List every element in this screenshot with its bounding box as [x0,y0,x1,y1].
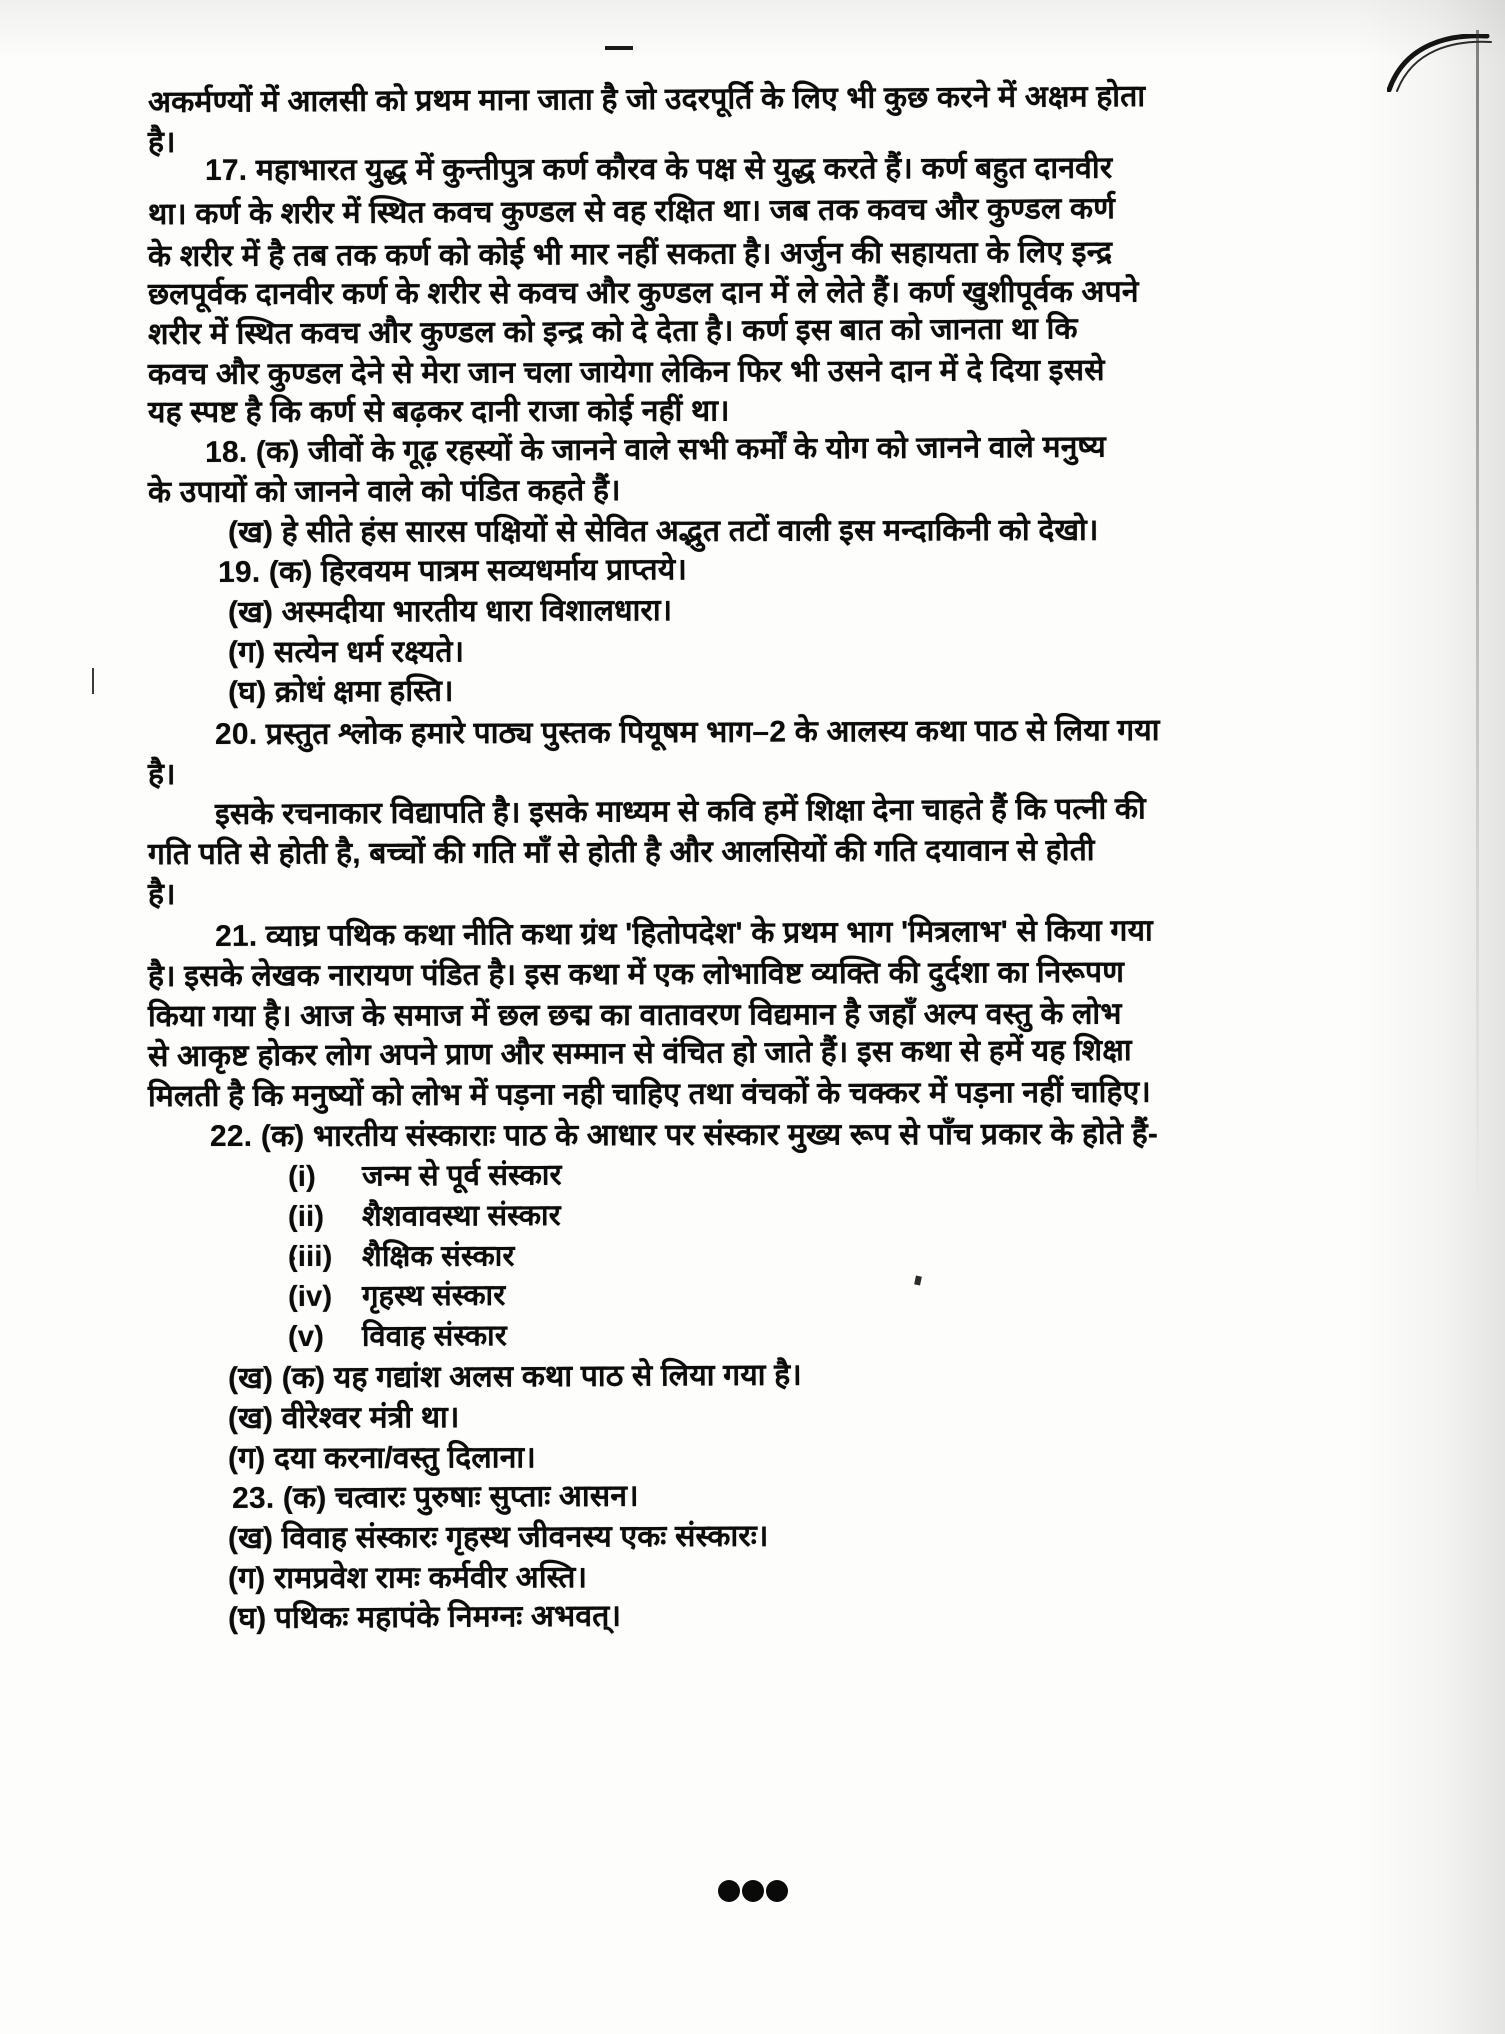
line-text: है। [147,877,176,911]
text-line [148,950,1124,995]
list-marker: (iv) [287,1280,333,1313]
list-item-text: विवाह संस्कार [361,1320,507,1353]
line-text: यह स्पष्ट है कि कर्ण से बढ़कर दानी राजा कोई नहीं था। [147,394,730,429]
list-item-text: जन्म से पूर्व संस्कार [361,1159,562,1193]
line-text: (घ) पथिकः महापंके निमग्नः अभवत्। [227,1599,622,1635]
line-text: कवच और कुण्डल देने से मेरा जान चला जायेगा लेकिन फिर भी उसने दान में दे दिया इससे [147,353,1105,391]
line-text: छलपूर्वक दानवीर कर्ण के शरीर से कवच और कुण्डल दान में ले लेते हैं। कर्ण खुशीपूर्वक अपने [147,275,1139,311]
list-marker: (i) [287,1160,317,1193]
text-line [148,872,176,913]
line-text: किया गया है। आज के समाज में छल छद्म का वातावरण विद्यमान है जहाँ अल्प वस्तु के लोभ [147,997,1122,1033]
line-text: था। कर्ण के शरीर में स्थित कवच कुण्डल से वह रक्षित था। जब तक कवच और कुण्डल कर्ण [147,192,1116,231]
list-item [288,1315,507,1355]
text-line [148,752,176,793]
line-text: (क) हिरवयम पात्रम सव्यधर्माय प्राप्तये। [268,553,688,589]
line-text: है। इसके लेखक नारायण पंडित है। इस कथा में एक लोभाविष्ट व्यक्ति की दुर्दशा का निरूपण [147,955,1125,993]
list-item-text: शैक्षिक संस्कार [361,1240,515,1273]
list-item-text: शैशवावस्था संस्कार [361,1199,561,1233]
text-line [148,306,1078,353]
list-item [288,1235,515,1275]
line-text: प्रस्तुत श्लोक हमारे पाठ्य पुस्तक पियूषम भाग–2 के आलस्य कथा पाठ से लिया गया [265,713,1160,751]
text-line [148,74,1145,121]
text-line [228,669,454,711]
text-line [228,508,1099,551]
list-item [288,1275,506,1315]
line-text: (ख) हे सीते हंस सारस पक्षियों से सेवित अद्भुत तटों वाली इस मन्दाकिनी को देखो। [227,513,1099,549]
line-text: महाभारत युद्ध में कुन्तीपुत्र कर्ण कौरव के पक्ष से युद्ध करते हैं। कर्ण बहुत दानवीर [255,151,1113,187]
text-line [218,547,687,591]
text-line [148,388,730,431]
line-text: (क) चत्वारः पुरुषाः सुप्ताः आसन। [282,1479,639,1515]
line-text: अकर्मण्यों में आलसी को प्रथम माना जाता है जो उदरपूर्ति के लिए भी कुछ करने में अक्षम होता [147,79,1146,119]
line-text: (ग) सत्येन धर्म रक्ष्यते। [227,635,465,669]
list-item [288,1195,561,1235]
line-text: (क) भारतीय संस्काराः पाठ के आधार पर संस्कार मुख्य रूप से पाँच प्रकार के होते हैं- [260,1117,1159,1153]
line-text: मिलती है कि मनुष्यों को लोभ में पड़ना नही चाहिए तथा वंचकों के चक्कर में पड़ना नहीं चाहिए। [147,1075,1151,1113]
text-line [228,1555,587,1597]
line-text: के उपायों को जानने वाले को पंडित कहते हैं। [147,473,621,509]
text-line [232,1474,639,1517]
text-line [228,1395,460,1437]
text-line [205,146,1112,189]
line-text: (ग) दया करना/वस्तु दिलाना। [227,1441,536,1475]
list-marker: (ii) [287,1200,325,1233]
line-text: है। [147,125,176,159]
answer-number: 21. [214,919,266,953]
line-text: गति पति से होती है, बच्चों की गति माँ से होती है और आलसियों की गति दयावान से होती [147,833,1095,871]
list-item [288,1154,562,1195]
line-text: (ख) अस्मदीया भारतीय धारा विशालधारा। [227,594,673,629]
text-line [228,1435,536,1477]
answer-number: 23. [231,1481,283,1515]
line-text: इसके रचनाकार विद्यापति है। इसके माध्यम से कवि हमें शिक्षा देना चाहते हैं कि पत्नी की [214,792,1147,831]
line-text: से आकृष्ट होकर लोग अपने प्राण और सम्मान से वंचित हो जाते हैं। इस कथा से हमें यह शिक्षा [147,1033,1132,1073]
line-text: (घ) क्रोधं क्षमा हस्ति। [227,674,454,709]
text-line [148,1028,1132,1075]
answer-number: 20. [214,717,266,751]
line-text: के शरीर में है तब तक कर्ण को कोई भी मार नहीं सकता है। अर्जुन की सहायता के लिए इन्द्र [147,235,1113,273]
line-text: (ख) वीरेश्वर मंत्री था। [227,1400,460,1435]
text-line [228,588,672,631]
answer-number: 18. [204,435,256,469]
answer-number: 22. [209,1119,261,1153]
line-text: व्याघ्र पथिक कथा नीति कथा ग्रंथ 'हितोपदेश' के प्रथम भाग 'मित्रलाभ' से किया गया [265,914,1154,953]
line-text: शरीर में स्थित कवच और कुण्डल को इन्द्र को दे देता है। कर्ण इस बात को जानता था कि [147,312,1078,351]
text-line [148,828,1095,873]
text-line [148,120,176,161]
text-line [215,708,1160,753]
text-line [205,424,1106,471]
text-line [210,1112,1158,1155]
text-line [228,1352,802,1397]
list-marker: (iii) [287,1240,333,1273]
line-text: (ख) (क) यह गद्यांश अलस कथा पाठ से लिया गया है। [227,1358,802,1395]
text-line [148,230,1112,275]
list-marker: (v) [287,1320,325,1353]
text-line [215,908,1153,955]
line-text: है। [147,757,176,791]
text-line [215,786,1146,833]
list-item-text: गृहस्थ संस्कार [361,1279,506,1313]
text-line [148,1070,1151,1115]
line-text: (ख) विवाह संस्कारः गृहस्थ जीवनस्य एकः संस्कारः। [227,1519,769,1555]
text-line [228,629,464,671]
text-line [148,348,1105,393]
text-line [228,1514,769,1557]
line-text: (क) जीवों के गूढ़ रहस्यों के जानने वाले सभी कर्मों के योग को जानने वाले मनुष्य [255,430,1107,469]
answer-number: 17. [204,153,256,187]
text-line [148,468,621,511]
text-line [228,1594,621,1637]
text-line [148,186,1115,233]
answer-number: 19. [217,555,269,589]
line-text: (ग) रामप्रवेश रामः कर्मवीर अस्ति। [227,1561,588,1595]
